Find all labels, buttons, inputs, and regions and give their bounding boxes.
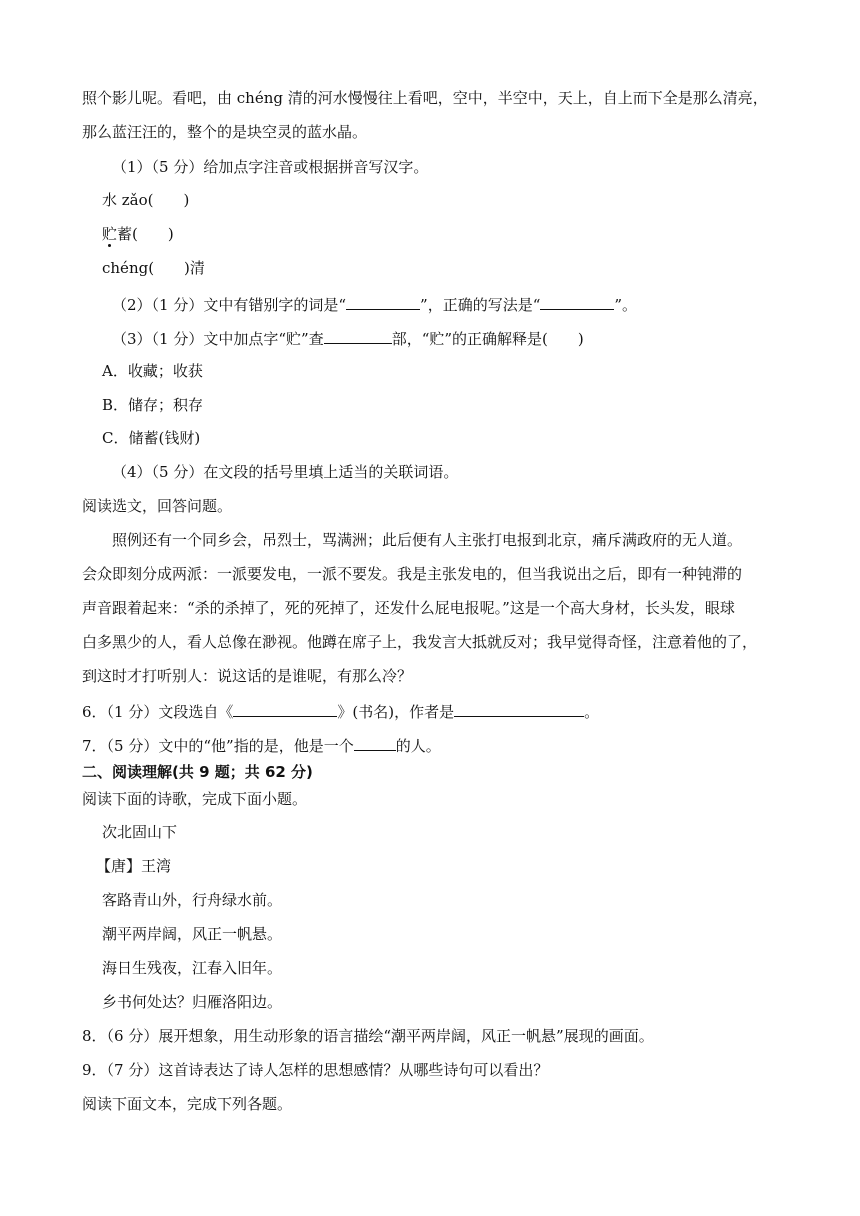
poem-line-2: 潮平两岸阔，风正一帆悬。 [102, 925, 283, 943]
poem-line-3: 海日生残夜，江春入旧年。 [102, 959, 283, 977]
question-9: 9．（7 分）这首诗表达了诗人怎样的思想感情？从哪些诗句可以看出？ [82, 1061, 549, 1079]
question-7 [82, 734, 860, 756]
q5-sub3-pre: （3）（1 分）文中加点字“贮”查 [112, 330, 324, 348]
q5-item-a: 水 zǎo( ) [102, 191, 190, 209]
reading-paragraph-line-5: 到这时才打听别人：说这话的是谁呢，有那么冷？ [82, 667, 413, 685]
poem-line-1: 客路青山外，行舟绿水前。 [102, 891, 283, 909]
q5-sub3 [112, 327, 860, 349]
passage-line-1: 照个影儿呢。看吧，由 chéng 清的河水慢慢往上看吧，空中，半空中，天上，自上而下全是那么清亮， [82, 89, 768, 107]
reading-paragraph-line-1: 照例还有一个同乡会，吊烈士，骂满洲；此后便有人主张打电报到北京，痛斥满政府的无人道。 [112, 531, 743, 549]
poem-line-4: 乡书何处达？归雁洛阳边。 [102, 993, 283, 1011]
q5-option-a: A．收藏；收获 [102, 362, 203, 380]
reading-paragraph-line-3: 声音跟着起来：“杀的杀掉了，死的死掉了，还发什么屁电报呢。”这是一个高大身材，长头发，眼球 [82, 599, 735, 617]
answer-blank[interactable] [354, 734, 396, 751]
q6-mid: 》(书名)，作者是 [337, 703, 455, 721]
q5-option-b: B．储存；积存 [102, 396, 204, 414]
poem-author: 【唐】王湾 [96, 857, 172, 875]
answer-blank[interactable] [324, 327, 392, 344]
q5-option-c: C．储蓄(钱财) [102, 429, 201, 447]
question-6 [82, 700, 860, 722]
question-8: 8．（6 分）展开想象，用生动形象的语言描绘“潮平两岸阔，风正一帆悬”展现的画面。 [82, 1027, 654, 1045]
reading-paragraph-line-4: 白多黑少的人，看人总像在渺视。他蹲在席子上，我发言大抵就反对；我早觉得奇怪，注意着他的了， [82, 633, 758, 651]
closing-instruction: 阅读下面文本，完成下列各题。 [82, 1095, 293, 1113]
q6-post: 。 [584, 703, 600, 721]
q5-item-c: chéng( )清 [102, 259, 205, 277]
q7-pre: 7．（5 分）文中的“他”指的是，他是一个 [82, 737, 354, 755]
reading-intro: 阅读选文，回答问题。 [82, 497, 233, 515]
q5-sub1: （1）（5 分）给加点字注音或根据拼音写汉字。 [112, 158, 429, 176]
q5-sub4: （4）（5 分）在文段的括号里填上适当的关联词语。 [112, 463, 459, 481]
q5-sub3-post: 部，“贮”的正确解释是( ) [391, 330, 584, 348]
passage-line-2: 那么蓝汪汪的，整个的是块空灵的蓝水晶。 [82, 123, 368, 141]
q5-sub2 [112, 293, 860, 315]
q6-pre: 6．（1 分）文段选自《 [82, 703, 234, 721]
poem-title: 次北固山下 [102, 823, 178, 841]
answer-blank[interactable] [233, 700, 337, 717]
q7-post: 的人。 [395, 737, 441, 755]
emphasis-dot [108, 244, 111, 247]
reading-paragraph-line-2: 会众即刻分成两派：一派要发电，一派不要发。我是主张发电的，但当我说出之后，即有一种钝滞的 [82, 565, 743, 583]
q5-sub2-post: ”。 [614, 296, 638, 314]
answer-blank[interactable] [540, 293, 614, 310]
answer-blank[interactable] [454, 700, 584, 717]
q5-sub2-pre: （2）（1 分）文中有错别字的词是“ [112, 296, 347, 314]
q5-item-b [102, 224, 860, 244]
q5-item-b-text: 贮蓄( ) [102, 225, 174, 243]
answer-blank[interactable] [346, 293, 420, 310]
section-2-heading: 二、阅读理解(共 9 题；共 62 分) [82, 763, 313, 781]
q5-sub2-mid: ”，正确的写法是“ [420, 296, 541, 314]
poem-intro: 阅读下面的诗歌，完成下面小题。 [82, 790, 308, 808]
